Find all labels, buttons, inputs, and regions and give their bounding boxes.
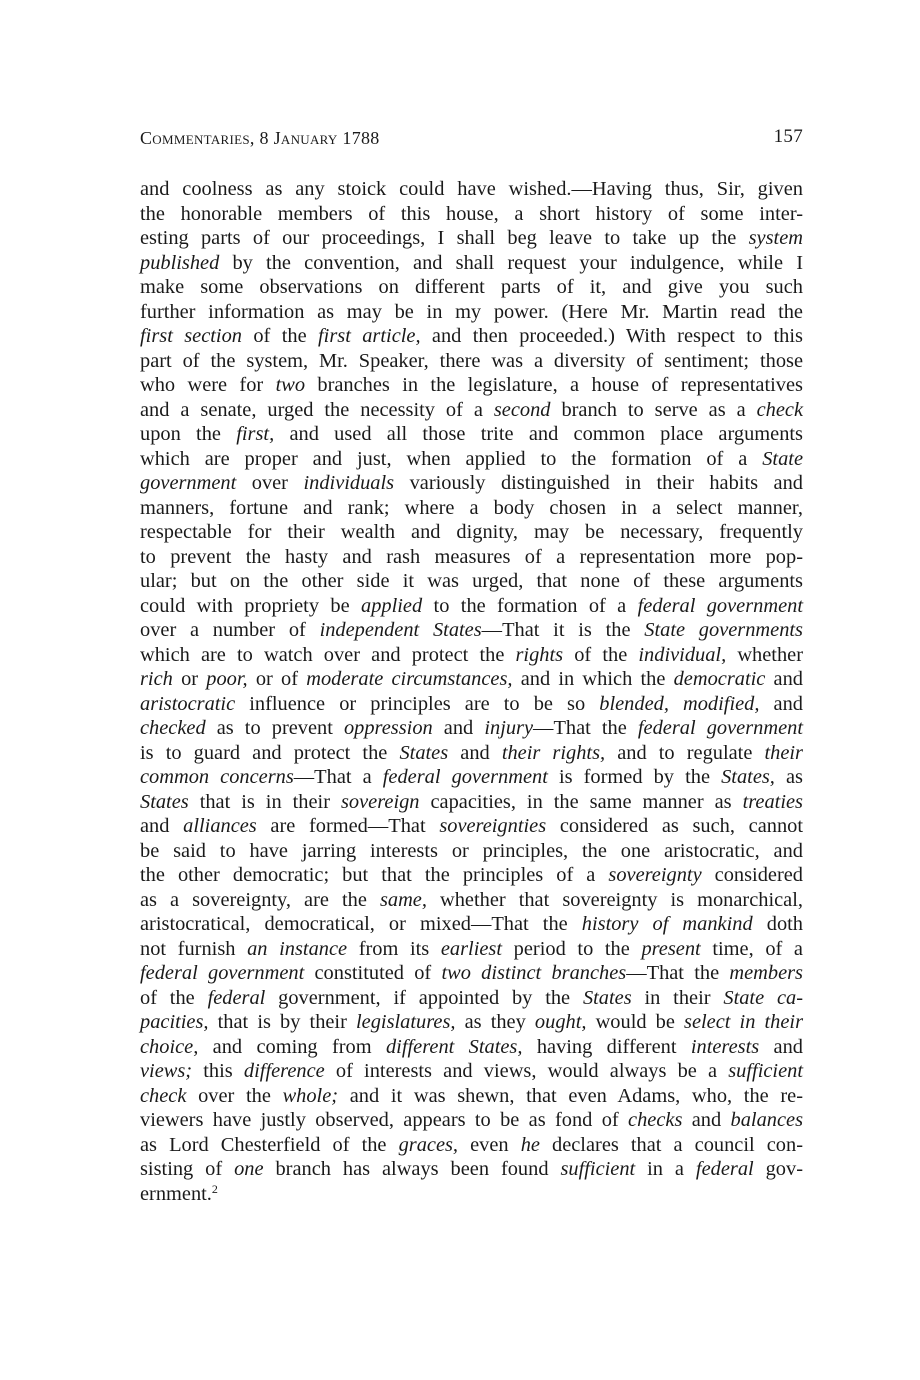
text-line bbox=[140, 177, 803, 202]
text-segment: the honorable members of this house, a short history of some inter- bbox=[140, 202, 803, 225]
text-segment: declares that a council con- bbox=[539, 1133, 803, 1156]
italic-text: legislatures, bbox=[356, 1011, 456, 1033]
text-line bbox=[140, 520, 803, 545]
text-segment: are formed—That bbox=[256, 815, 440, 837]
italic-text: their bbox=[764, 741, 803, 764]
text-segment: period to the bbox=[502, 937, 642, 960]
text-line bbox=[140, 1157, 803, 1182]
text-segment: ernment. bbox=[140, 1182, 212, 1205]
italic-text: oppression bbox=[343, 717, 433, 739]
text-line bbox=[140, 839, 803, 864]
text-segment: the other democratic; but that the principles of a bbox=[140, 864, 609, 886]
text-line bbox=[140, 1010, 803, 1035]
italic-text: federal government bbox=[637, 594, 803, 617]
text-line bbox=[140, 226, 803, 251]
text-segment: esting parts of our proceedings, I shall beg leave to take up the bbox=[140, 227, 749, 249]
text-segment: of interests and views, would always be a bbox=[324, 1060, 729, 1082]
text-segment: as Lord Chesterfield of the bbox=[140, 1133, 399, 1156]
text-segment: is formed by the bbox=[547, 766, 722, 788]
italic-text: States, bbox=[721, 766, 775, 788]
text-segment: and coming from bbox=[198, 1035, 386, 1058]
text-segment: and bbox=[140, 815, 184, 837]
body-paragraph bbox=[140, 177, 803, 1206]
text-segment: in a bbox=[635, 1158, 696, 1180]
text-segment: branch to serve as a bbox=[550, 398, 757, 421]
text-line bbox=[140, 496, 803, 521]
text-line bbox=[140, 275, 803, 300]
text-line bbox=[140, 1133, 803, 1158]
text-segment: manners, fortune and rank; where a body chosen in a select manner, bbox=[140, 496, 803, 519]
text-segment: from its bbox=[347, 937, 441, 960]
text-segment: which are proper and just, when applied to the formation of a bbox=[140, 447, 763, 470]
text-segment: or bbox=[172, 668, 207, 690]
italic-text: States bbox=[140, 790, 189, 813]
footnote-marker: 2 bbox=[211, 1181, 218, 1196]
text-segment: or of bbox=[247, 668, 307, 690]
text-line bbox=[140, 912, 803, 937]
text-line bbox=[140, 545, 803, 570]
italic-text: federal bbox=[207, 986, 266, 1009]
italic-text: second bbox=[493, 398, 551, 421]
italic-text: checked bbox=[140, 717, 206, 739]
text-line bbox=[140, 790, 803, 815]
text-segment: and then proceeded.) With respect to this bbox=[420, 325, 803, 347]
italic-text: applied bbox=[361, 594, 423, 617]
text-segment: whether that sovereignty is monarchical, bbox=[426, 888, 803, 911]
text-line bbox=[140, 814, 803, 839]
text-segment: branch has always been found bbox=[263, 1158, 561, 1180]
text-segment: gov- bbox=[753, 1158, 803, 1180]
text-segment: make some observations on different parts of it, and give you such bbox=[140, 276, 803, 298]
italic-text: pacities, bbox=[140, 1011, 209, 1033]
text-segment: aristocratical, democratical, or mixed—That the bbox=[140, 913, 582, 935]
italic-text: individuals bbox=[303, 472, 395, 494]
italic-text: States bbox=[399, 741, 449, 764]
text-segment: not furnish bbox=[140, 937, 248, 960]
italic-text: one bbox=[234, 1158, 264, 1180]
text-line bbox=[140, 373, 803, 398]
italic-text: different States, bbox=[385, 1035, 523, 1058]
text-segment: be said to have jarring interests or principles, the one aristocratic, and bbox=[140, 839, 803, 862]
text-segment: considered as such, cannot bbox=[546, 815, 803, 837]
italic-text: ought, bbox=[534, 1011, 587, 1033]
italic-text: two bbox=[275, 374, 306, 396]
text-line bbox=[140, 1035, 803, 1060]
italic-text: moderate circumstances, bbox=[306, 668, 513, 690]
italic-text: first section bbox=[140, 325, 242, 347]
italic-text: injury bbox=[484, 717, 534, 739]
text-segment: of the bbox=[563, 643, 639, 666]
text-segment: of the bbox=[242, 325, 318, 347]
text-segment: having different bbox=[522, 1035, 691, 1058]
text-segment: which are to watch over and protect the bbox=[140, 643, 516, 666]
italic-text: sovereignty bbox=[608, 864, 702, 886]
italic-text: graces, bbox=[398, 1133, 459, 1156]
text-segment: who were for bbox=[140, 374, 276, 396]
italic-text: system bbox=[748, 227, 803, 249]
text-segment: part of the system, Mr. Speaker, there was a diversity of sentiment; those bbox=[140, 349, 803, 372]
text-line bbox=[140, 888, 803, 913]
italic-text: rich bbox=[140, 668, 173, 690]
text-segment: —That the bbox=[626, 962, 730, 984]
text-line bbox=[140, 251, 803, 276]
text-segment: ular; but on the other side it was urged, that none of these arguments bbox=[140, 570, 803, 592]
text-segment: —That the bbox=[533, 717, 638, 739]
text-line bbox=[140, 594, 803, 619]
text-segment: as they bbox=[455, 1011, 535, 1033]
text-line bbox=[140, 741, 803, 766]
text-segment: could with propriety be bbox=[140, 594, 362, 617]
text-segment: in their bbox=[631, 986, 724, 1009]
text-line bbox=[140, 324, 803, 349]
italic-text: treaties bbox=[742, 790, 803, 813]
text-segment: further information as may be in my power. (Here Mr. Martin read the bbox=[140, 300, 803, 323]
italic-text: sovereign bbox=[340, 790, 420, 813]
italic-text: he bbox=[520, 1133, 540, 1156]
text-segment: as a sovereignty, are the bbox=[140, 888, 380, 911]
text-segment: and used all those trite and common place arguments bbox=[274, 423, 803, 445]
text-segment: time, of a bbox=[700, 937, 803, 960]
text-line bbox=[140, 1182, 803, 1207]
text-segment: as bbox=[774, 766, 803, 788]
text-line bbox=[140, 447, 803, 472]
italic-text: earliest bbox=[440, 937, 503, 960]
italic-text: government bbox=[140, 472, 237, 494]
italic-text: independent States bbox=[319, 619, 482, 641]
text-line bbox=[140, 667, 803, 692]
text-segment: would be bbox=[586, 1011, 685, 1033]
italic-text: individual, bbox=[638, 643, 727, 666]
text-segment: that is in their bbox=[188, 790, 341, 813]
text-line bbox=[140, 765, 803, 790]
text-segment: to prevent the hasty and rash measures of a representation more pop- bbox=[140, 545, 803, 568]
italic-text: published bbox=[140, 251, 220, 274]
text-line bbox=[140, 863, 803, 888]
italic-text: sufficient bbox=[560, 1158, 636, 1180]
text-segment: over a number of bbox=[140, 619, 320, 641]
italic-text: first article, bbox=[318, 325, 421, 347]
text-segment: is to guard and protect the bbox=[140, 741, 400, 764]
page-number: 157 bbox=[773, 126, 803, 147]
text-segment: this bbox=[192, 1060, 244, 1082]
italic-text: select in their bbox=[684, 1011, 804, 1033]
italic-text: checks bbox=[628, 1109, 683, 1131]
text-line bbox=[140, 1084, 803, 1109]
text-segment: over the bbox=[186, 1084, 283, 1107]
text-segment: to the formation of a bbox=[422, 594, 638, 617]
italic-text: blended, modified, bbox=[599, 692, 760, 715]
italic-text: same, bbox=[379, 888, 427, 911]
italic-text: whole; bbox=[282, 1084, 339, 1107]
text-segment: over bbox=[236, 472, 304, 494]
text-line bbox=[140, 202, 803, 227]
text-segment: influence or principles are to be so bbox=[235, 692, 600, 715]
italic-text: federal government bbox=[382, 766, 548, 788]
text-line bbox=[140, 569, 803, 594]
text-line bbox=[140, 1108, 803, 1133]
italic-text: interests bbox=[690, 1035, 760, 1058]
italic-text: choice, bbox=[140, 1035, 199, 1058]
text-line bbox=[140, 398, 803, 423]
italic-text: federal government bbox=[637, 717, 803, 739]
italic-text: alliances bbox=[183, 815, 257, 837]
italic-text: State ca- bbox=[723, 986, 804, 1009]
italic-text: State governments bbox=[644, 619, 803, 641]
text-segment: whether bbox=[726, 643, 803, 666]
italic-text: aristocratic bbox=[140, 692, 236, 715]
italic-text: check bbox=[140, 1084, 187, 1107]
text-line bbox=[140, 1059, 803, 1084]
text-segment: sisting of bbox=[140, 1158, 235, 1180]
italic-text: democratic bbox=[673, 668, 766, 690]
text-segment: —That it is the bbox=[481, 619, 645, 641]
text-segment: that is by their bbox=[208, 1011, 356, 1033]
text-segment: doth bbox=[752, 913, 803, 935]
text-segment: and bbox=[432, 717, 485, 739]
text-line bbox=[140, 422, 803, 447]
italic-text: an instance bbox=[247, 937, 348, 960]
text-segment: —That a bbox=[293, 766, 383, 788]
text-segment: of the bbox=[140, 986, 208, 1009]
italic-text: federal government bbox=[140, 962, 305, 984]
text-segment: government, if appointed by the bbox=[265, 986, 583, 1009]
text-line bbox=[140, 471, 803, 496]
italic-text: check bbox=[756, 398, 803, 421]
italic-text: States bbox=[582, 986, 632, 1009]
text-segment: and bbox=[759, 1035, 803, 1058]
text-line bbox=[140, 961, 803, 986]
text-segment: and it was shewn, that even Adams, who, the re- bbox=[338, 1084, 803, 1107]
text-segment: and bbox=[682, 1109, 731, 1131]
text-segment: capacities, in the same manner as bbox=[419, 790, 743, 813]
italic-text: first, bbox=[236, 423, 275, 445]
italic-text: sovereignties bbox=[439, 815, 547, 837]
text-segment: and coolness as any stoick could have wished.—Having thus, Sir, given bbox=[140, 178, 803, 200]
italic-text: State bbox=[762, 447, 803, 470]
text-segment: as to prevent bbox=[205, 717, 344, 739]
text-segment: variously distinguished in their habits and bbox=[394, 472, 803, 494]
text-segment: even bbox=[458, 1133, 521, 1156]
text-line bbox=[140, 643, 803, 668]
text-line bbox=[140, 692, 803, 717]
text-line bbox=[140, 716, 803, 741]
italic-text: two distinct branches bbox=[441, 962, 627, 984]
text-segment: branches in the legislature, a house of representatives bbox=[305, 374, 803, 396]
italic-text: balances bbox=[730, 1109, 803, 1131]
italic-text: federal bbox=[695, 1158, 754, 1180]
italic-text: members bbox=[729, 962, 803, 984]
text-segment: by the convention, and shall request your indulgence, while I bbox=[219, 251, 803, 274]
text-line bbox=[140, 300, 803, 325]
italic-text: present bbox=[641, 937, 701, 960]
text-segment: and bbox=[759, 692, 803, 715]
text-segment: viewers have justly observed, appears to be as fond of bbox=[140, 1109, 629, 1131]
text-segment: and in which the bbox=[512, 668, 674, 690]
italic-text: poor, bbox=[206, 668, 248, 690]
text-segment: and bbox=[765, 668, 803, 690]
italic-text: their rights, bbox=[501, 741, 606, 764]
text-segment: constituted of bbox=[304, 962, 442, 984]
italic-text: views; bbox=[140, 1060, 193, 1082]
text-line bbox=[140, 937, 803, 962]
italic-text: rights bbox=[515, 643, 564, 666]
text-segment: and bbox=[448, 741, 502, 764]
running-head-title: Commentaries, 8 January 1788 bbox=[140, 128, 380, 148]
text-line bbox=[140, 986, 803, 1011]
text-line bbox=[140, 349, 803, 374]
text-segment: upon the bbox=[140, 423, 237, 445]
text-segment: and a senate, urged the necessity of a bbox=[140, 398, 494, 421]
italic-text: sufficient bbox=[728, 1060, 804, 1082]
italic-text: difference bbox=[243, 1060, 325, 1082]
text-segment: respectable for their wealth and dignity, may be necessary, frequently bbox=[140, 521, 803, 543]
italic-text: history of mankind bbox=[581, 913, 753, 935]
text-segment: considered bbox=[701, 864, 803, 886]
running-head bbox=[140, 128, 803, 154]
text-segment: and to regulate bbox=[605, 741, 765, 764]
italic-text: common concerns bbox=[140, 766, 294, 788]
text-line bbox=[140, 618, 803, 643]
